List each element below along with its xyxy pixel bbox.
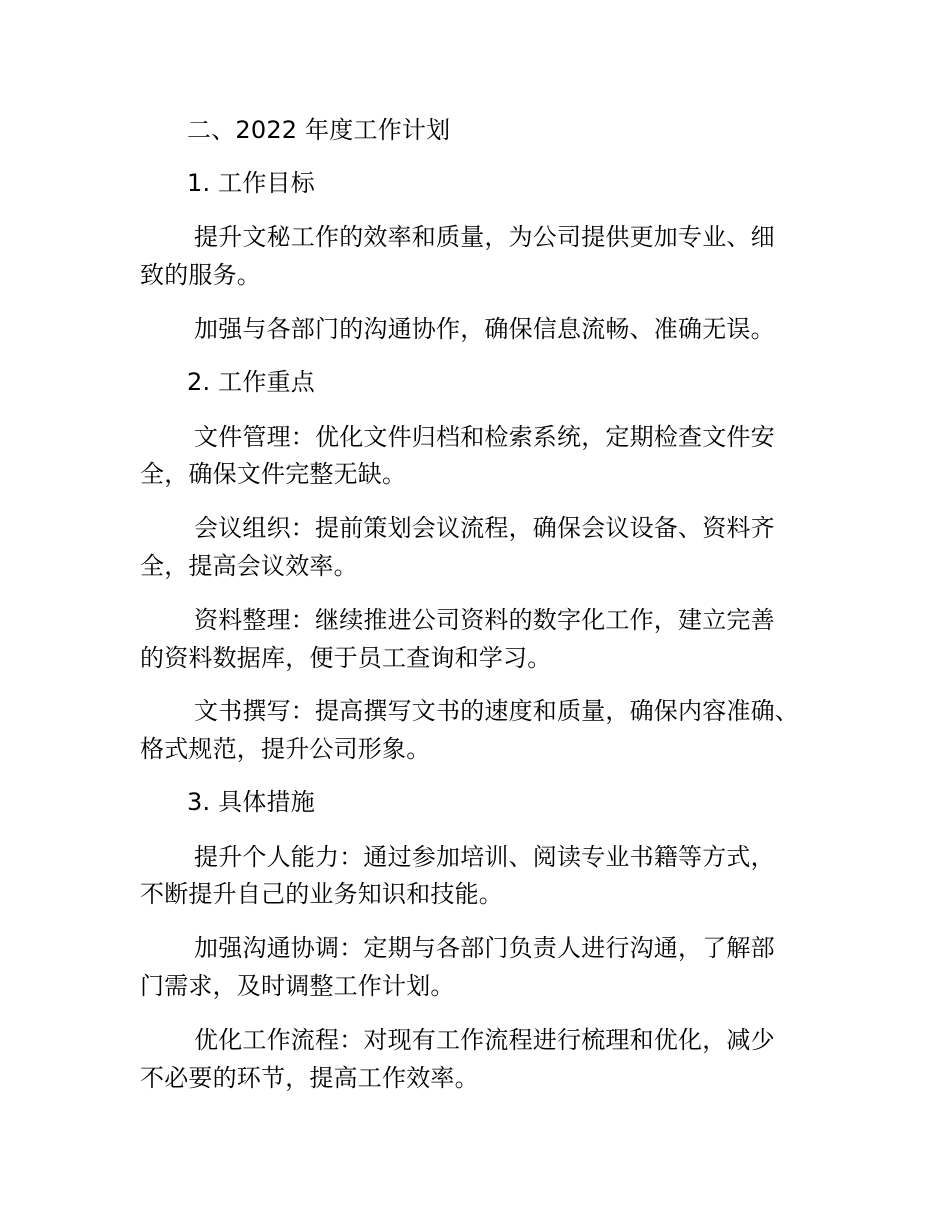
measure-item-3-line-1: 优化工作流程：对现有工作流程进行梳理和优化，减少	[194, 1026, 775, 1054]
focus-heading: 2. 工作重点	[187, 368, 315, 396]
focus-item-1-line-2: 全，确保文件完整无缺。	[140, 460, 407, 488]
focus-item-3-line-1: 资料整理：继续推进公司资料的数字化工作，建立完善	[194, 606, 775, 634]
measure-item-3-line-2: 不必要的环节，提高工作效率。	[140, 1064, 479, 1092]
goal-item-2-line-1: 加强与各部门的沟通协作，确保信息流畅、准确无误。	[194, 315, 775, 343]
measure-item-1-line-1: 提升个人能力：通过参加培训、阅读专业书籍等方式，	[194, 843, 775, 871]
measure-item-1-line-2: 不断提升自己的业务知识和技能。	[140, 880, 503, 908]
focus-item-1-line-1: 文件管理：优化文件归档和检索系统，定期检查文件安	[194, 423, 775, 451]
measure-item-2-line-2: 门需求，及时调整工作计划。	[140, 972, 455, 1000]
focus-item-4-line-1: 文书撰写：提高撰写文书的速度和质量，确保内容准确、	[194, 697, 799, 725]
focus-item-2-line-1: 会议组织：提前策划会议流程，确保会议设备、资料齐	[194, 514, 775, 542]
measures-heading: 3. 具体措施	[187, 788, 315, 816]
focus-item-4-line-2: 格式规范，提升公司形象。	[140, 735, 431, 763]
goal-item-1-line-2: 致的服务。	[140, 261, 261, 289]
focus-item-2-line-2: 全，提高会议效率。	[140, 552, 358, 580]
goal-item-1-line-1: 提升文秘工作的效率和质量，为公司提供更加专业、细	[194, 223, 775, 251]
section-title: 二、2022 年度工作计划	[187, 116, 451, 144]
focus-item-3-line-2: 的资料数据库，便于员工查询和学习。	[140, 644, 552, 672]
goals-heading: 1. 工作目标	[187, 169, 315, 197]
measure-item-2-line-1: 加强沟通协调：定期与各部门负责人进行沟通，了解部	[194, 934, 775, 962]
